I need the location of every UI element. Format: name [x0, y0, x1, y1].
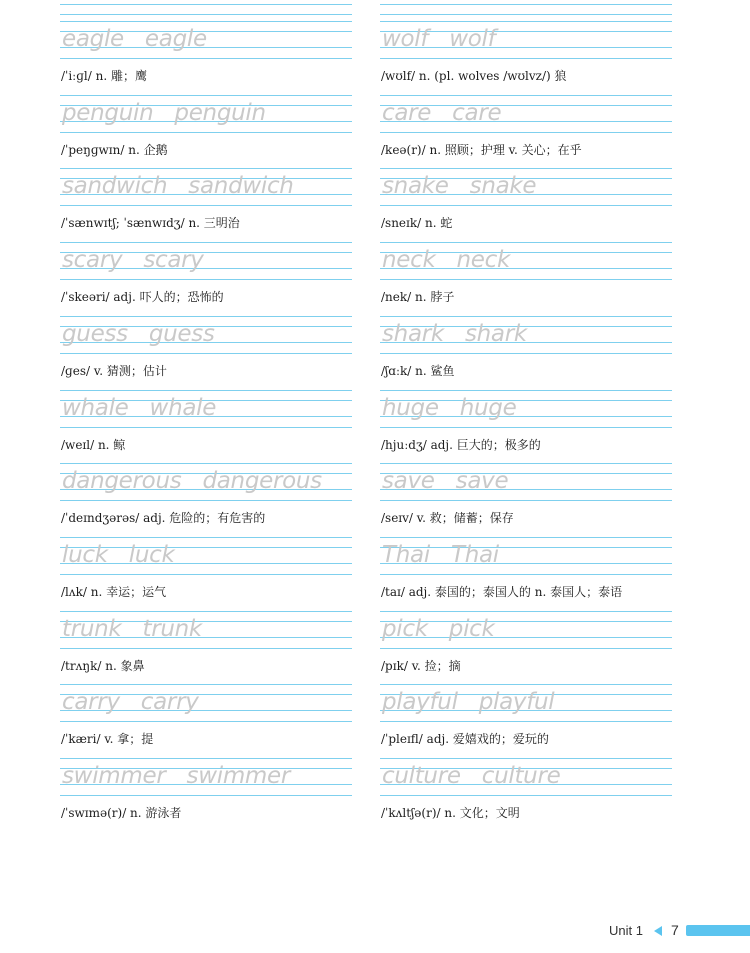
word-definition: /ˈpleɪfl/ adj. 爱嬉戏的；爱玩的: [381, 732, 549, 747]
word-definition: /lʌk/ n. 幸运；运气: [61, 584, 167, 599]
trace-word: snake snake: [382, 173, 537, 200]
trace-word: scary scary: [62, 247, 204, 274]
trace-word: playful playful: [382, 689, 555, 716]
trace-word: culture culture: [382, 763, 561, 789]
vocab-entry: [60, 168, 352, 242]
vocab-entry: [60, 758, 352, 832]
trace-word: shark shark: [382, 320, 527, 347]
vocab-entry: [60, 21, 352, 95]
trace-word: Thai Thai: [382, 541, 499, 568]
word-definition: /weɪl/ n. 鲸: [61, 437, 126, 452]
word-definition: /nek/ n. 脖子: [381, 290, 455, 305]
vocab-entry: [380, 316, 672, 390]
word-definition: /ˈskeəri/ adj. 吓人的；恐怖的: [61, 290, 224, 305]
word-definition: /ɡes/ v. 猜测；估计: [61, 363, 167, 378]
trace-word: whale whale: [62, 394, 217, 421]
vocab-entry: [380, 537, 672, 611]
word-definition: /ˈswɪmə(r)/ n. 游泳者: [61, 806, 182, 820]
word-definition: /ˈdeɪndʒərəs/ adj. 危险的；有危害的: [61, 511, 266, 526]
vocab-entry: [380, 611, 672, 685]
trace-word: penguin penguin: [62, 99, 266, 126]
trace-word: care care: [382, 99, 502, 126]
word-definition: /ˈiːɡl/ n. 雕；鹰: [61, 69, 147, 83]
vocab-entry: [380, 95, 672, 169]
partial-guide-lines: [380, 4, 672, 16]
vocab-entry: [60, 537, 352, 611]
word-definition: /wʊlf/ n. (pl. wolves /wʊlvz/) 狼: [381, 69, 567, 83]
trace-word: dangerous dangerous: [62, 468, 322, 495]
trace-word: wolf wolf: [382, 26, 496, 52]
word-definition: /trʌŋk/ n. 象鼻: [61, 658, 145, 673]
vocab-entry: [60, 684, 352, 758]
word-definition: /taɪ/ adj. 泰国的；泰国人的 n. 泰国人；泰语: [381, 584, 623, 599]
footer-accent-bar: [686, 925, 750, 936]
trace-word: neck neck: [382, 247, 511, 274]
trace-word: eagle eagle: [62, 26, 207, 52]
arrow-icon: [654, 926, 662, 936]
vocab-entry: [380, 684, 672, 758]
vocab-entry: [380, 21, 672, 95]
trace-word: save save: [382, 468, 509, 495]
vocab-entry: [60, 242, 352, 316]
vocab-entry: [60, 316, 352, 390]
word-definition: /pɪk/ v. 捡；摘: [381, 658, 461, 673]
vocab-entry: [380, 463, 672, 537]
page-number: 7: [671, 922, 679, 938]
word-definition: /ʃɑːk/ n. 鲨鱼: [381, 363, 455, 378]
vocab-entry: [380, 242, 672, 316]
trace-word: guess guess: [62, 320, 215, 347]
trace-word: sandwich sandwich: [62, 173, 294, 200]
trace-word: pick pick: [382, 615, 495, 642]
vocab-entry: [60, 463, 352, 537]
word-definition: /sneɪk/ n. 蛇: [381, 216, 453, 231]
vocab-entry: [60, 611, 352, 685]
partial-guide-lines: [60, 4, 352, 16]
word-definition: /seɪv/ v. 救；储蓄；保存: [381, 511, 514, 526]
vocab-entry: [60, 95, 352, 169]
trace-word: swimmer swimmer: [62, 763, 291, 789]
word-definition: /keə(r)/ n. 照顾；护理 v. 关心；在乎: [381, 142, 582, 157]
trace-word: luck luck: [62, 541, 175, 568]
word-definition: /ˈpeŋɡwɪn/ n. 企鹅: [61, 142, 168, 157]
trace-word: huge huge: [382, 394, 517, 421]
trace-word: carry carry: [62, 689, 199, 716]
unit-label: Unit 1: [609, 923, 643, 938]
word-definition: /ˈkæri/ v. 拿；提: [61, 732, 154, 747]
word-definition: /ˈkʌltʃə(r)/ n. 文化；文明: [381, 806, 520, 820]
vocab-entry: [380, 758, 672, 832]
vocab-entry: [380, 390, 672, 464]
word-definition: /hjuːdʒ/ adj. 巨大的；极多的: [381, 437, 541, 452]
vocab-entry: [380, 168, 672, 242]
word-definition: /ˈsænwɪtʃ; ˈsænwɪdʒ/ n. 三明治: [61, 216, 240, 231]
trace-word: trunk trunk: [62, 615, 202, 642]
vocab-entry: [60, 390, 352, 464]
